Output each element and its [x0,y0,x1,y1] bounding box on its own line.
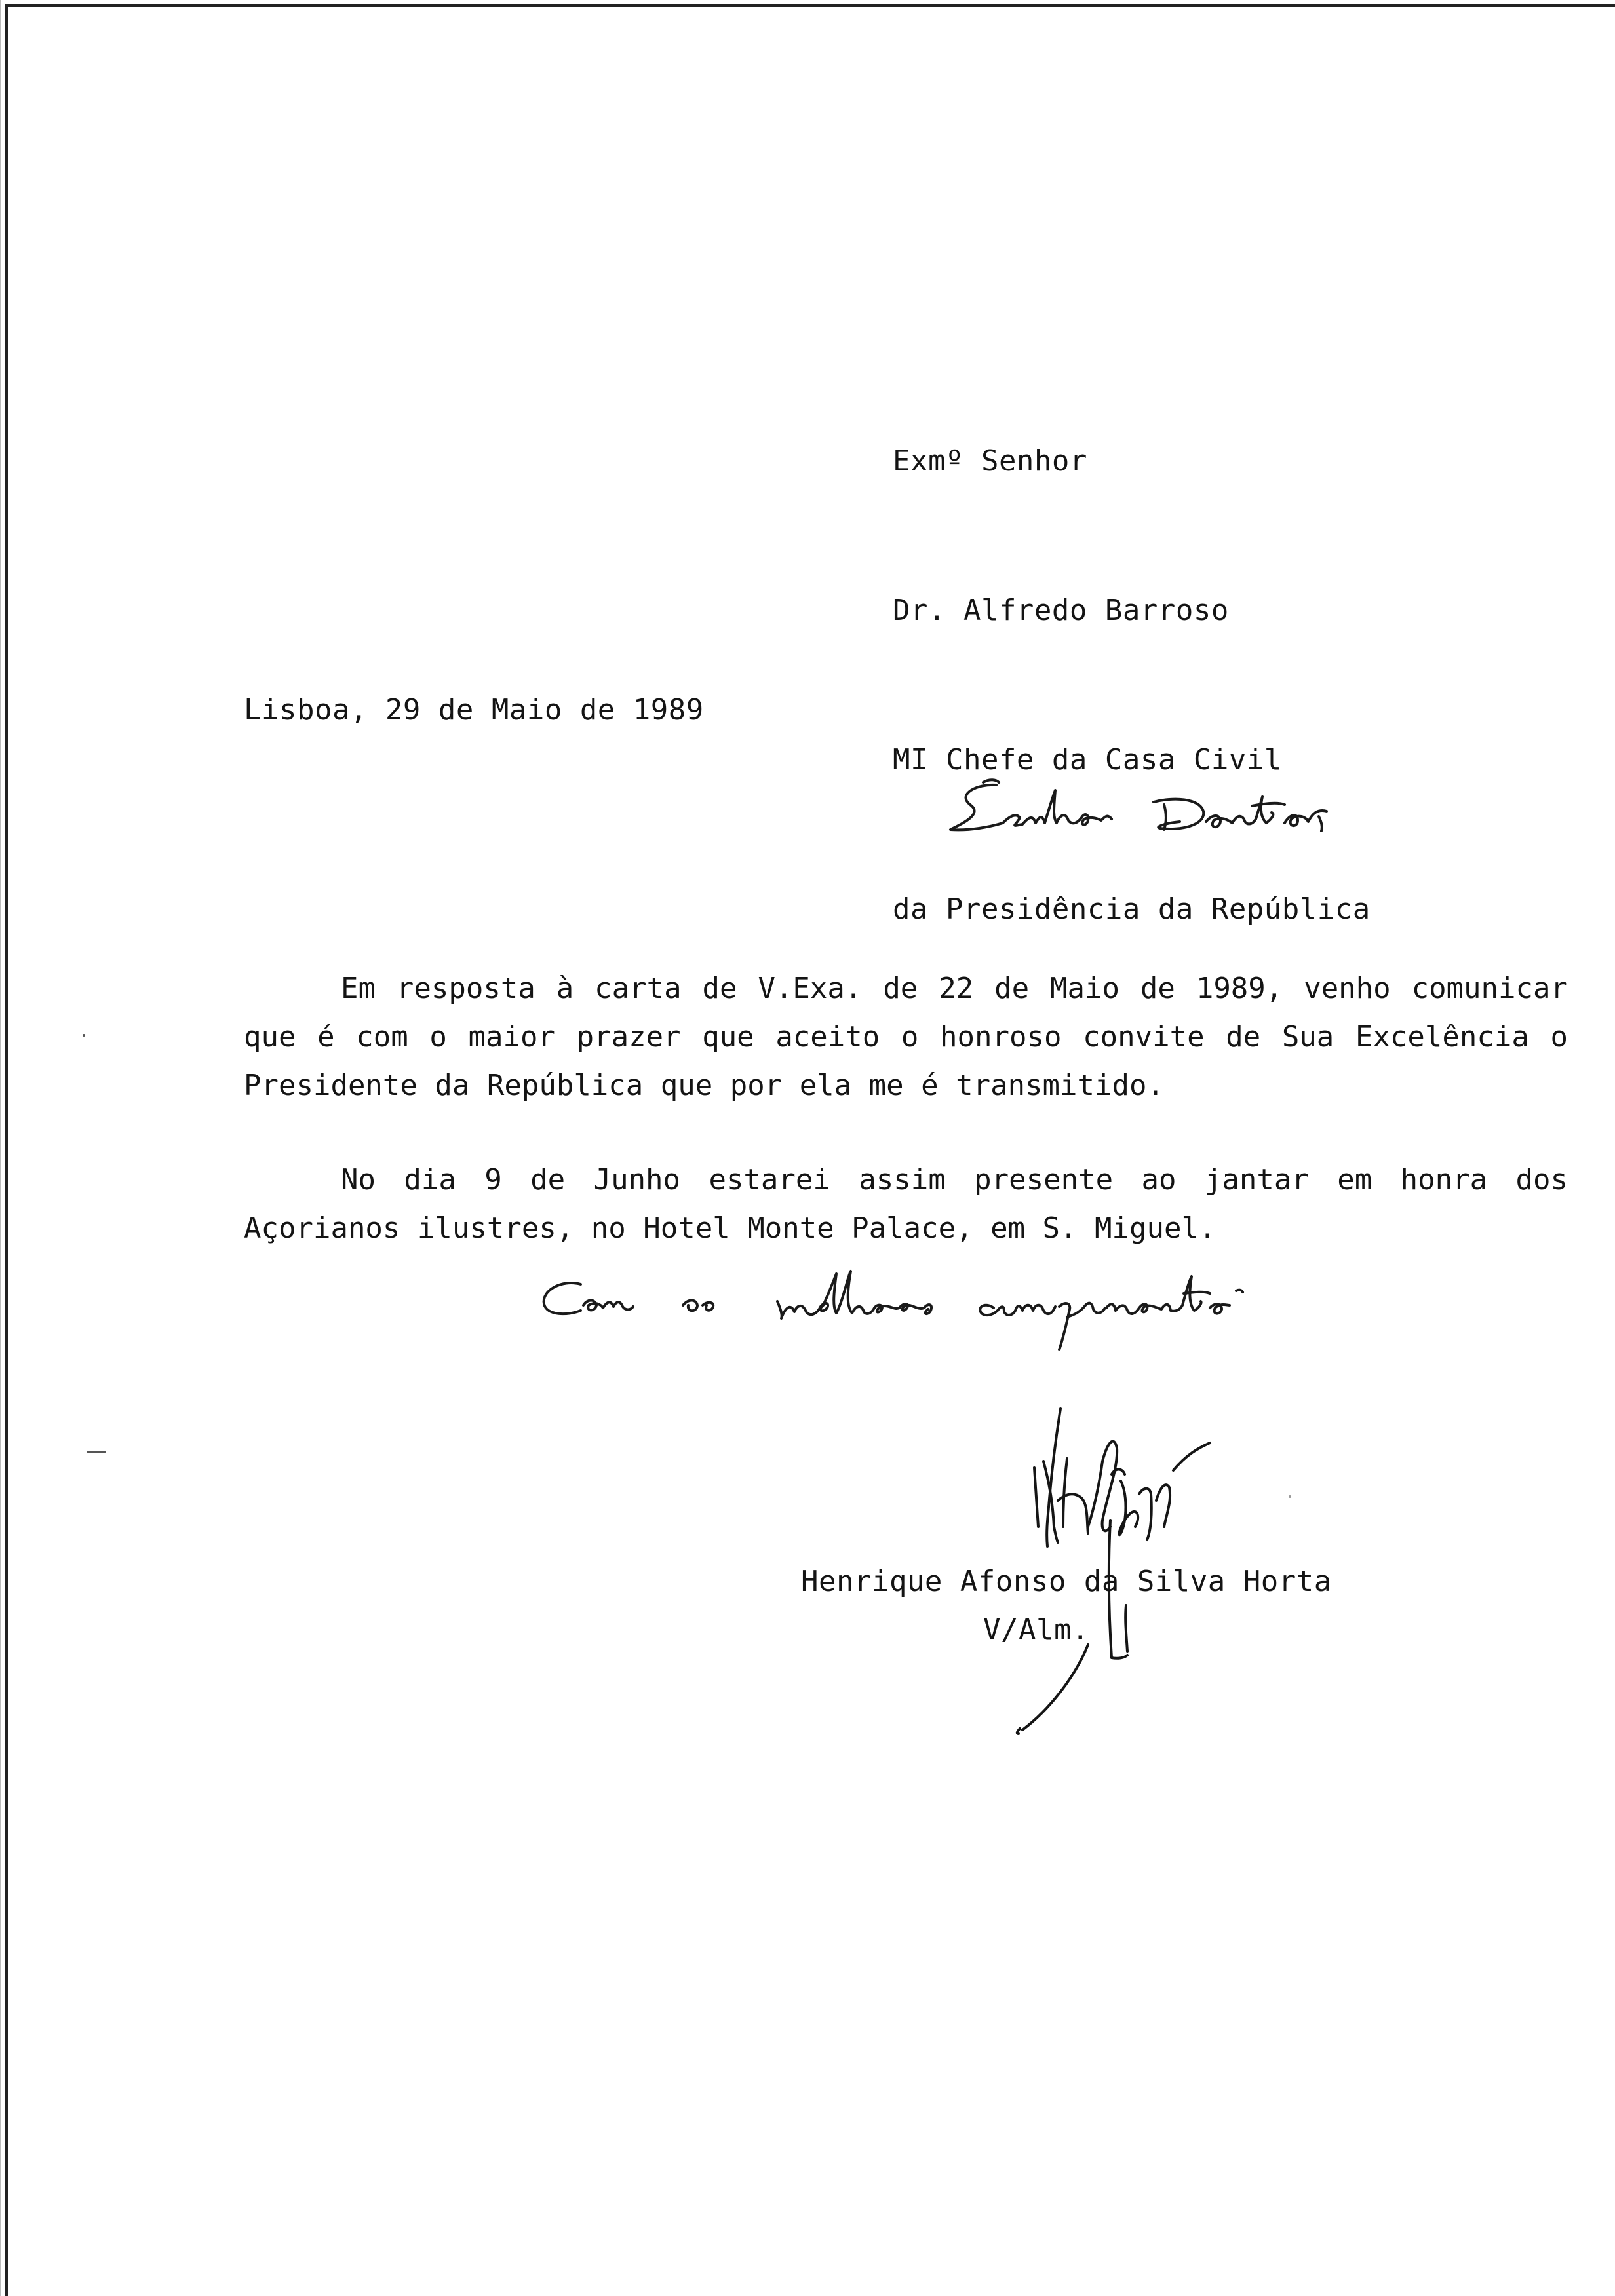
recipient-title: MI Chefe da Casa Civil [893,743,1282,776]
scan-edge-left [5,4,8,2296]
recipient-name: Dr. Alfredo Barroso [893,594,1229,627]
scan-edge-top [5,4,1615,7]
signatory-rank: V/Alm. [983,1613,1089,1647]
handwritten-closing [535,1265,1413,1356]
scan-speck [83,1034,85,1037]
letter-body [244,965,1568,1299]
handwritten-salutation [944,771,1363,856]
signatory-name: Henrique Afonso da Silva Horta [801,1565,1332,1598]
recipient-block [893,337,1371,1034]
scan-speck [87,1451,106,1453]
handwriting-closing-strokes [535,1265,1413,1356]
body-paragraph-2: No dia 9 de Junho estarei assim presente ao jantar em honra dos Açorianos ilustres, no Hotel Monte Palace, em S. Miguel. [244,1163,1568,1245]
handwriting-salutation-strokes [944,771,1363,856]
recipient-institution: da Presidência da República [893,892,1371,926]
body-paragraph-1: Em resposta à carta de V.Exa. de 22 de Maio de 1989, venho comunicar que é com o maior prazer que aceito o honroso convite de Sua Excelência o Presidente da República que por ela me é transmitido. [244,972,1568,1102]
scan-edge-outer [0,0,1,2296]
recipient-salutation: Exmº Senhor [893,444,1087,478]
date-line: Lisboa, 29 de Maio de 1989 [244,693,704,727]
